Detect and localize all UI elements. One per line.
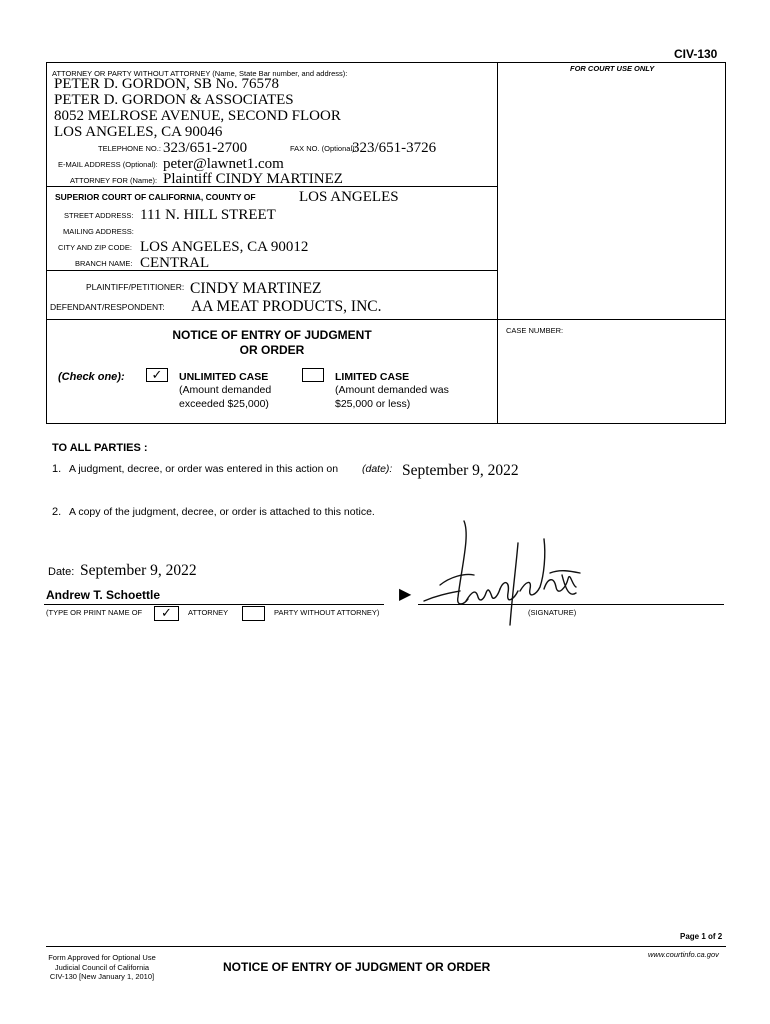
date-value: September 9, 2022 (80, 562, 197, 579)
limited-case-desc: (Amount demanded was (335, 384, 449, 396)
signature-label: (SIGNATURE) (528, 608, 577, 617)
printed-name: Andrew T. Schoettle (46, 588, 161, 602)
attorney-city-line: LOS ANGELES, CA 90046 (54, 124, 223, 140)
item1-date-label: (date): (362, 463, 393, 475)
page-number: Page 1 of 2 (680, 932, 723, 941)
attorney-for-label: ATTORNEY FOR (Name): (70, 176, 158, 185)
attorney-checkbox[interactable]: ✓ (154, 606, 179, 621)
footer-title: NOTICE OF ENTRY OF JUDGMENT OR ORDER (223, 960, 491, 974)
party-label: PARTY WITHOUT ATTORNEY) (274, 608, 380, 617)
form-id: CIV-130 (674, 47, 718, 61)
attorney-name-line: PETER D. GORDON, SB No. 76578 (54, 76, 280, 92)
limited-case-title: LIMITED CASE (335, 371, 410, 383)
limited-case-checkbox[interactable] (302, 368, 324, 382)
footer-rule (46, 946, 726, 947)
city-value: LOS ANGELES, CA 90012 (140, 239, 309, 255)
city-label: CITY AND ZIP CODE: (58, 243, 132, 252)
item1-text: A judgment, decree, or order was entered in this action on (69, 463, 339, 475)
branch-label: BRANCH NAME: (75, 259, 133, 268)
mailing-label: MAILING ADDRESS: (63, 227, 134, 236)
attorney-label: ATTORNEY (188, 608, 229, 617)
notice-title-line2: OR ORDER (239, 343, 305, 357)
unlimited-case-title: UNLIMITED CASE (179, 371, 269, 383)
telephone-label: TELEPHONE NO.: (98, 144, 161, 153)
county-value: LOS ANGELES (299, 189, 399, 205)
type-label: (TYPE OR PRINT NAME OF (46, 608, 143, 617)
attorney-firm-line: PETER D. GORDON & ASSOCIATES (54, 92, 294, 108)
plaintiff-label: PLAINTIFF/PETITIONER: (86, 282, 185, 292)
plaintiff-value: CINDY MARTINEZ (190, 280, 322, 297)
divider (46, 270, 498, 271)
item2-text: A copy of the judgment, decree, or order is attached to this notice. (69, 506, 375, 518)
attorney-for-value: Plaintiff CINDY MARTINEZ (163, 171, 343, 187)
date-label: Date: (48, 566, 75, 578)
form-approved (46, 953, 158, 982)
divider (46, 319, 726, 320)
branch-value: CENTRAL (140, 255, 210, 271)
item1-date-value: September 9, 2022 (402, 462, 519, 479)
to-all-parties: TO ALL PARTIES : (52, 442, 148, 454)
fax-label: FAX NO. (Optional): (290, 144, 357, 153)
case-number-label: CASE NUMBER: (506, 326, 564, 335)
attorney-street-line: 8052 MELROSE AVENUE, SECOND FLOOR (54, 108, 341, 124)
email-value: peter@lawnet1.com (163, 156, 284, 172)
court-header-label: SUPERIOR COURT OF CALIFORNIA, COUNTY OF (55, 192, 256, 202)
limited-case-desc: $25,000 or less) (335, 398, 411, 410)
unlimited-case-desc: (Amount demanded (179, 384, 272, 396)
check-one-label: (Check one): (58, 371, 125, 383)
item1-number: 1. (52, 463, 62, 475)
telephone-value: 323/651-2700 (163, 140, 248, 156)
form-approved-line: CIV-130 [New January 1, 2010] (49, 972, 155, 981)
form-approved-line: Judicial Council of California (54, 962, 150, 972)
street-label: STREET ADDRESS: (64, 211, 134, 220)
attorney-header-label: ATTORNEY OR PARTY WITHOUT ATTORNEY (Name, State Bar number, and address): (52, 69, 348, 78)
court-website-link[interactable]: www.courtinfo.ca.gov (648, 950, 719, 959)
party-without-attorney-checkbox[interactable] (242, 606, 265, 621)
unlimited-case-checkbox[interactable]: ✓ (146, 368, 168, 382)
form-approved-line: Form Approved for Optional Use (48, 953, 156, 962)
name-line (44, 604, 384, 605)
unlimited-case-desc: exceeded $25,000) (179, 398, 269, 410)
fax-value: 323/651-3726 (352, 140, 437, 156)
court-use-label: FOR COURT USE ONLY (570, 64, 655, 73)
notice-title-line1: NOTICE OF ENTRY OF JUDGMENT (172, 328, 372, 342)
defendant-value: AA MEAT PRODUCTS, INC. (191, 298, 382, 315)
court-use-box (497, 62, 726, 424)
handwritten-signature (420, 515, 600, 630)
defendant-label: DEFENDANT/RESPONDENT: (50, 302, 165, 312)
email-label: E-MAIL ADDRESS (Optional): (58, 160, 158, 169)
arrow-icon: ▶ (399, 586, 412, 603)
street-value: 111 N. HILL STREET (140, 207, 276, 223)
item2-number: 2. (52, 506, 62, 518)
